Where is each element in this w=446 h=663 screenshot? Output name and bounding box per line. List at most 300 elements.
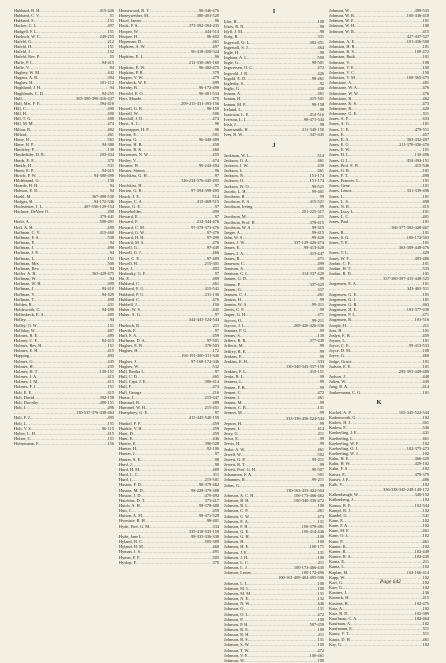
page-number: Page 642 (380, 579, 401, 585)
entry-pages: 99 (319, 296, 324, 302)
entry-pages: 211 (317, 632, 324, 638)
entry-name: Hobson, E. D. (14, 188, 39, 194)
entry-pages: 97 (214, 214, 219, 220)
entry-pages: 100 (317, 554, 324, 560)
entry-name: Hoffman, Rev. (14, 265, 40, 271)
entry-pages: 97-378-373-476 (191, 224, 219, 230)
entry-pages: 131 (317, 518, 324, 524)
entry-pages: 101 (422, 281, 429, 287)
entry-name: Kaiser, E. (329, 471, 346, 477)
entry-name: Johnson, W. R. (329, 28, 355, 34)
entry-pages: 99 (319, 461, 324, 467)
entry-name: Hughes, J. (119, 358, 138, 364)
entry-name: Holdsworth, C. (14, 307, 41, 313)
entry-pages: 499 (212, 209, 219, 215)
entry-name: Hilton, B. (14, 126, 32, 132)
entry-name: Johnson, L. C. (224, 559, 249, 565)
entry-pages: 414 (422, 384, 429, 390)
entry-name: Jacobson, E. A. (224, 199, 251, 204)
entry-pages: 101 (422, 296, 429, 302)
entry-name: Hughland, J. H. (14, 85, 42, 91)
index-entry (329, 642, 429, 647)
entry-name: Hummel, R. (119, 399, 141, 405)
entry-name: Joseph, H. (329, 322, 348, 328)
entry-name: Johannsen, F. A. (224, 472, 253, 478)
entry-name: Jorgensen, G. E. (329, 291, 358, 297)
entry-pages: 98-228-379-388 (191, 487, 219, 493)
entry-pages: 101-436-500 (406, 38, 429, 44)
entry-name: Kaeberling, J. E. (329, 430, 358, 436)
entry-name: Hill, C. (14, 105, 27, 111)
entry-pages: 131 (317, 606, 324, 612)
entry-pages: 97 (214, 312, 219, 318)
entry-pages: 102-166-414 (406, 569, 429, 575)
entry-pages: 476 (422, 90, 429, 96)
entry-pages: 101 (422, 209, 429, 215)
entry-pages: 380-403-520 (196, 13, 219, 19)
entry-name: Hoffman, W. H. (14, 281, 42, 287)
entry-name: Katz, A. (329, 605, 344, 611)
entry-pages: 101 (422, 358, 429, 364)
entry-pages: 337 (317, 286, 324, 292)
entry-pages: 420 (422, 105, 429, 111)
entry-pages: 94 (109, 85, 114, 91)
entry-pages: 98-501 (311, 60, 324, 66)
entry-name: Horton, H. B. (119, 142, 143, 148)
entry-pages: 130-537-376-438-464 (76, 410, 114, 416)
entry-pages: 94 (109, 265, 114, 271)
entry-pages: 446 (212, 435, 219, 441)
entry-name: Hubbell, J. (119, 301, 138, 307)
entry-pages: 448 (422, 374, 429, 380)
entry-pages: 446 (317, 601, 324, 607)
entry-pages: 151 (107, 44, 114, 50)
entry-name: Holt, David (14, 394, 35, 400)
entry-name: Hymer, F. F. (119, 554, 141, 560)
entry-pages: 98 (214, 456, 219, 462)
entry-pages: 99-521 (311, 183, 324, 189)
entry-pages: 98 (319, 122, 324, 128)
entry-name: Hopkins, E. W. (119, 64, 146, 70)
entry-name: Jerry, G. (224, 431, 239, 437)
entry-name: Judson, E. E. (329, 363, 352, 369)
entry-pages: 394-416 (99, 100, 114, 106)
entry-pages: 101 (422, 291, 429, 297)
entry-pages: 235 (107, 363, 114, 369)
entry-pages: 99 (319, 353, 324, 359)
entry-pages: 99-401 (311, 188, 324, 194)
entry-name: Holmes, H. (14, 363, 34, 369)
entry-pages: 102 (422, 574, 429, 580)
entry-name: Holzemann, F. (14, 441, 40, 447)
entry-pages: 507-459 (309, 621, 324, 627)
entry-pages: 414-516 (309, 111, 324, 117)
entry-name: Jones, G. R. (329, 167, 350, 173)
entry-name: Hillard, (14, 131, 28, 137)
entry-name: Hunter, S. E. (119, 456, 142, 462)
entry-name: Jones, E. W. (329, 147, 351, 153)
leader-dots (361, 390, 422, 395)
entry-pages: 478-379 (414, 471, 429, 477)
entry-name: Jones, E. G. (329, 142, 350, 148)
entry-pages: 211 (422, 322, 429, 328)
entry-name: Hughey, W. M. (14, 69, 41, 75)
entry-pages: 94 (109, 183, 114, 189)
entry-pages: 98-335-336-338 (191, 533, 219, 539)
entry-name: Holt, E. E. (14, 389, 33, 395)
entry-pages: 490 (107, 209, 114, 215)
entry-name: Hufeld, G. (14, 38, 33, 44)
entry-name: Hughlands, C. D. (14, 90, 44, 96)
entry-name: Inman, A. (224, 91, 242, 97)
entry-pages: 500 (107, 260, 114, 266)
entry-pages: 314-337-420 (301, 271, 324, 277)
entry-pages: 433 (422, 116, 429, 122)
entry-pages: 490 (107, 245, 114, 251)
entry-pages: 101-516 (414, 317, 429, 323)
entry-name: Kautz, V. T. (329, 631, 350, 637)
entry-pages: 415-447 (309, 250, 324, 256)
entry-name: Houck, J. E. (119, 193, 141, 199)
entry-pages: 102 (422, 466, 429, 472)
entry-pages: 367-490-530 (91, 193, 114, 199)
entry-name: Kaeberling, L. (329, 435, 354, 441)
entry-name: Johnson, G. H. (224, 534, 250, 540)
entry-pages: 99 (319, 420, 324, 426)
entry-name: Jackson, J. W. (224, 162, 249, 168)
entry-name: Huffe, V. (14, 64, 30, 70)
entry-name: Howard, H. H. (119, 234, 145, 240)
entry-name: Jones, Frances. L. (329, 178, 360, 184)
entry-pages: 461 (317, 508, 324, 514)
entry-pages: 363-429-475 (91, 270, 114, 276)
entry-name: Holt, L. (14, 420, 28, 426)
entry-pages: 211-340-150 (301, 127, 324, 133)
entry-name: Hoffman, J. (14, 286, 35, 292)
entry-pages: 99-211 (311, 477, 324, 483)
entry-pages: 461 (107, 131, 114, 137)
entry-name: Johnstone, W. A. (329, 85, 359, 91)
entry-pages: 474 (212, 384, 219, 390)
entry-name: Hughes, H. (119, 348, 139, 354)
entry-name: Kastens, B. (329, 600, 349, 606)
entry-name: Horsnapper, H. P. (119, 126, 150, 132)
entry-name: Judge, Grace (329, 358, 352, 364)
entry-pages: 96-418-458-524 (191, 49, 219, 55)
entry-pages: 102 (422, 507, 429, 513)
entry-pages: 100 (317, 616, 324, 622)
entry-name: Jamison, A. (224, 266, 245, 272)
entry-name: Kadow, F. (329, 425, 347, 431)
entry-pages: 472 (317, 65, 324, 71)
entry-pages: 472 (317, 647, 324, 653)
entry-name: Hodges, H. (14, 198, 34, 204)
entry-name: Jerva, E. (224, 436, 239, 442)
entry-pages: 490 (107, 281, 114, 287)
entry-name: Ingwersen, O. C. (224, 65, 254, 71)
entry-name: Hutton, A. M. (119, 513, 143, 519)
entry-name: Holt, Dorothy (14, 399, 39, 405)
entry-name: Ingersoll, G. L. (224, 39, 251, 45)
entry-pages: 94-429 (101, 291, 114, 297)
entry-name: Huerth, F. (119, 327, 137, 333)
entry-name: Johnson, O. L. (224, 611, 250, 617)
entry-pages: 340-152 (414, 492, 429, 498)
entry-name: Hull, George (119, 389, 142, 395)
entry-pages: 130-163-433-422-504 (286, 487, 324, 493)
entry-name: Kahn, H. W. (329, 461, 351, 467)
entry-pages: 94 (109, 188, 114, 194)
entry-pages: 481 (422, 80, 429, 86)
entry-pages: 102 (422, 481, 429, 487)
entry-pages: 166-377-382-428-467 (391, 224, 429, 230)
entry-pages: 131 (317, 549, 324, 555)
entry-name: Jackson, G. A. (224, 157, 249, 163)
entry-pages: 96-150 (206, 105, 219, 111)
entry-name: Jewett, R. T. (224, 461, 246, 467)
entry-name: Jones, T. E. (329, 240, 349, 246)
entry-name: Johnson, O. (224, 606, 245, 612)
entry-name: Johnstone, K. S. (329, 100, 358, 106)
entry-name: Hochstetter, J. L. (14, 203, 44, 209)
entry-pages: 462 (422, 95, 429, 101)
entry-name: Jensen, F. B. (224, 384, 246, 390)
index-entry (329, 390, 429, 395)
entry-name: Holmes, R. E. (14, 332, 39, 338)
entry-name: Johns, G. (224, 482, 241, 488)
entry-name: Johnson, W. (224, 657, 245, 663)
entry-pages: 414 (317, 425, 324, 431)
entry-name: Hime, H. P. (14, 142, 34, 148)
entry-name: Horrold, E. O. (119, 90, 144, 96)
entry-pages: 97-498 (206, 234, 219, 240)
entry-name: Jones, A. F. (329, 116, 349, 122)
index-columns (14, 8, 436, 663)
entry-pages: 460 (422, 353, 429, 359)
entry-pages: 108 (422, 59, 429, 65)
entry-name: Katz, B. D. (329, 610, 349, 616)
entry-pages: 51 (109, 13, 114, 19)
entry-name: Judson, J. (329, 374, 346, 380)
entry-pages: 96-402 (206, 33, 219, 39)
entry-pages: 98-158 (311, 101, 324, 107)
entry-name: Johnson, N. W. (224, 601, 251, 607)
entry-name: Hunter, J. (119, 451, 136, 457)
entry-name: Johnson, R. S. (224, 637, 249, 643)
entry-pages: 500 (317, 55, 324, 61)
entry-pages: 100-461 (309, 652, 324, 658)
entry-name: Jasper, G. H. (224, 312, 247, 318)
entry-pages: 331 (317, 34, 324, 40)
entry-name: Jones, F. T. (329, 173, 349, 178)
entry-pages: 505 (212, 554, 219, 560)
entry-pages: 473 (317, 513, 324, 519)
entry-name: Ingham, A. L. (224, 55, 248, 61)
entry-name: Johnson, M. L. (224, 585, 250, 591)
entry-name: Hutt, C. (119, 508, 133, 514)
entry-pages: 533 (422, 265, 429, 271)
entry-name: Hook, F. S. (119, 23, 139, 29)
entry-pages: 500 (212, 111, 219, 117)
entry-name: Howard, E. (119, 214, 139, 220)
entry-pages: 249-255 (99, 33, 114, 39)
entry-pages: 99-413-533 (408, 343, 429, 349)
entry-pages: 99-415 (311, 229, 324, 235)
entry-name: Hughes, W. (119, 363, 139, 369)
entry-pages: 390-528 (204, 441, 219, 447)
entry-name: Hooper, C. A. (119, 198, 143, 204)
entry-name: Johnson, L. J. (224, 565, 248, 571)
entry-pages: 295-391-449-489 (398, 368, 429, 374)
entry-pages: 99 (319, 343, 324, 349)
entry-name: Hopkins, A. W. (119, 44, 146, 50)
entry-name: Jones, W. F. (329, 255, 350, 261)
entry-pages: 94 (109, 317, 114, 323)
entry-name: Inman, H. (224, 96, 242, 102)
entry-name: Hornbeck, W. E. (119, 80, 148, 86)
entry-pages: 461 (422, 435, 429, 441)
index-entry (14, 441, 114, 446)
entry-pages: 415 (422, 595, 429, 601)
entry-name: Hugens, A. R. (14, 75, 39, 81)
entry-pages: 97-476 (206, 229, 219, 235)
entry-name: Hughes, H. (14, 80, 34, 86)
entry-name: Hoffman, L. (14, 255, 36, 261)
entry-pages: 94-415 (101, 59, 114, 65)
entry-name: Hubbard, C. V. (14, 13, 40, 19)
leader-dots (245, 658, 318, 663)
entry-name: Jordan, H. T. (329, 265, 352, 271)
entry-name: Hoarde, H. H. (14, 183, 39, 189)
entry-pages: 100 (317, 534, 324, 540)
entry-pages: 151 (107, 28, 114, 34)
entry-name: Joyner, L. (329, 338, 347, 343)
entry-pages: 172 (212, 348, 219, 354)
entry-pages: 99 (319, 384, 324, 390)
entry-name: Jenkins, E. (224, 353, 243, 359)
entry-name: Horton, G. R. (119, 188, 143, 194)
entry-name: Johnson, W. (329, 8, 350, 13)
index-column-3 (224, 8, 324, 663)
entry-pages: 99-211 (311, 456, 324, 462)
entry-name: Johnston, A. E. (329, 38, 356, 44)
entry-pages: 96-115 (101, 425, 114, 431)
entry-name: Hosner, Simon (119, 167, 145, 173)
entry-pages: 98 (214, 461, 219, 467)
entry-pages: 100 (317, 580, 324, 586)
entry-pages: 445 (212, 307, 219, 313)
entry-pages: 100 (317, 503, 324, 509)
entry-name: Ingle, H. (224, 49, 240, 55)
entry-pages: 100-173-466-435 (293, 565, 324, 571)
entry-pages: 561 (107, 136, 114, 142)
entry-pages: 100 (422, 64, 429, 70)
entry-pages: 156 (212, 301, 219, 307)
entry-name: Hirsch, P. W. (14, 173, 37, 178)
entry-name: James, R. (224, 255, 241, 261)
entry-name: Hyde, Jane L. (119, 533, 143, 539)
entry-name: Hull, (14, 95, 23, 101)
entry-pages: 478-511 (414, 126, 429, 132)
entry-pages: 430 (317, 162, 324, 168)
entry-name: Johnson, R. H. (224, 632, 250, 638)
entry-pages: 100-340-336-472 (293, 498, 324, 504)
entry-pages: 102 (422, 543, 429, 549)
entry-name: Howell, H. (119, 260, 138, 266)
entry-name: Hoffman, J. (14, 245, 35, 251)
entry-pages: 101 (422, 229, 429, 235)
entry-pages: 511 (422, 626, 429, 632)
entry-name: Holmes, H. T. (14, 368, 39, 374)
entry-pages: 97 (214, 270, 219, 276)
entry-pages: 333-336-456-524-544 (286, 415, 324, 421)
entry-pages: 476 (422, 85, 429, 91)
entry-name: Hooper, W. (119, 28, 139, 34)
entry-name: Holmes, F. J. (14, 384, 37, 390)
entry-name: Horst, A. C. (119, 121, 140, 127)
index-entry (224, 132, 324, 137)
entry-pages: 474 (107, 121, 114, 127)
entry-name: Ingersoll, S. J. (224, 44, 249, 50)
entry-name: Johnston, H. R. (329, 44, 356, 50)
entry-name: Junkermann, C. G. (329, 389, 362, 395)
entry-name: Kapp, W. (329, 574, 346, 580)
entry-pages: 97 (214, 183, 219, 189)
entry-pages: 501 (212, 131, 219, 137)
entry-pages: 464 (317, 44, 324, 50)
entry-name: Hoffman, J. P. (14, 250, 39, 256)
entry-name: Jones, E. A. (329, 136, 350, 142)
entry-name: Horton, G. (119, 136, 138, 142)
entry-pages: 474 (212, 157, 219, 163)
entry-name: Horsell, G. R. (119, 105, 143, 111)
entry-pages: 461 (422, 420, 429, 426)
entry-pages: 378-415 (309, 219, 324, 225)
entry-name: Jacobson, Prof. H. (224, 219, 256, 225)
entry-pages: 99 (319, 204, 324, 210)
entry-name: Kandel, G. (329, 512, 348, 518)
entry-pages: 461 (317, 446, 324, 452)
entry-pages: 269-426-426-336 (293, 322, 324, 328)
entry-pages: 96 (214, 18, 219, 24)
entry-pages: 514 (317, 152, 324, 158)
entry-name: Kane, P. (329, 538, 344, 544)
entry-name: Ives, R. W. (224, 132, 243, 138)
entry-name: Horton, E. (119, 131, 138, 137)
entry-pages: 96-401-534 (198, 90, 219, 96)
entry-name: House, G. E. (119, 203, 142, 209)
entry-pages: 479 (212, 75, 219, 81)
entry-name: Holmes, C. E. (14, 338, 39, 343)
entry-name: Hudgell, F. L. (14, 28, 38, 34)
entry-pages: 100 (317, 626, 324, 632)
entry-name: Hosmer, H. (119, 162, 139, 168)
entry-pages: 461 (317, 157, 324, 163)
entry-name: Jenson, M. (224, 410, 243, 416)
entry-pages: 99-415 (311, 224, 324, 230)
entry-name: Kane, F. A. (329, 523, 349, 529)
entry-name: Holt, F. J. (14, 415, 31, 421)
entry-pages: 538 (107, 234, 114, 240)
entry-pages: 471 (317, 312, 324, 318)
entry-pages: 100-378-481 (301, 523, 324, 529)
entry-pages: 97 (214, 173, 219, 178)
entry-pages: 102 (422, 621, 429, 627)
entry-name: Hoffman, C. V. (14, 229, 41, 235)
entry-pages: 102-449 (414, 548, 429, 554)
entry-pages: 94-410 (101, 286, 114, 292)
entry-pages: 126-234-376-445-495 (181, 178, 219, 184)
